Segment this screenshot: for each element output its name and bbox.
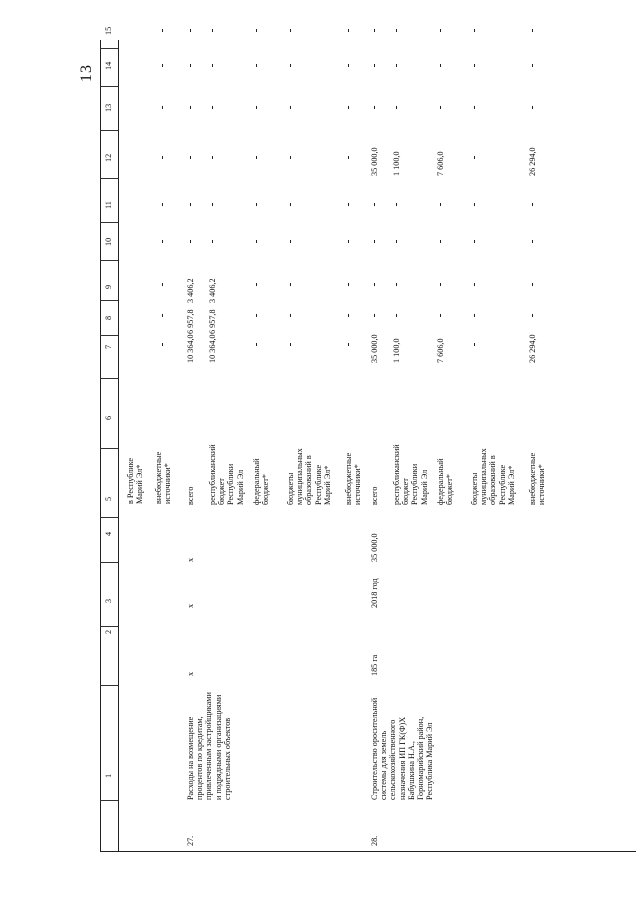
item-0-row-2-c12 [256,156,257,159]
item-1-row-3-c13 [474,106,475,109]
column-header-6: 6 [104,415,113,420]
item-1-row-3-c8 [474,314,475,317]
item-0-row-4-c10 [348,240,349,243]
item-1-row-2-c8 [440,314,441,317]
item-1-row-4-c7: 26 294,0 [528,334,537,363]
continued-cell-c9 [162,283,163,286]
continued-source: внебюджетные источники* [154,451,173,504]
column-divider [100,260,118,261]
item-1-row-0-c14 [374,64,375,67]
item-year-0: x [186,603,195,608]
item-1-row-3-c10 [474,240,475,243]
item-1-row-2-c12: 7 606,0 [436,151,445,176]
column-header-4: 4 [104,531,113,536]
item-1-row-2-c9 [440,283,441,286]
item-1-row-2-c7: 7 606,0 [436,338,445,363]
item-0-row-4-c9 [348,283,349,286]
item-year-1: 2018 год [370,578,379,608]
item-1-row-3-c14 [474,64,475,67]
table-header-rule-2 [118,40,119,852]
column-divider [100,86,118,87]
item-0-row-1-c14 [212,64,213,67]
item-0-row-1-c13 [212,106,213,109]
item-0-row-3-c8 [290,314,291,317]
table-header-rule [100,40,101,852]
item-number-0: 27. [186,835,195,846]
item-0-row-1-c8: 6 957,8 [208,308,217,334]
item-1-row-2-c14 [440,64,441,67]
item-0-row-4-c11 [348,203,349,206]
item-1-row-1-c14 [396,64,397,67]
column-divider [100,562,118,563]
item-1-row-1-c7: 1 100,0 [392,338,401,363]
column-divider [100,378,118,379]
item-1-source-1: республиканский бюджет Республики Марий Эл [392,444,429,505]
item-0-source-4: внебюджетные источники* [344,452,363,505]
continued-cell-c11 [162,203,163,206]
item-1-source-2: федеральный бюджет* [436,458,455,505]
item-1-row-1-c15 [396,29,397,32]
item-0-row-1-c12 [212,156,213,159]
column-header-13: 13 [104,103,113,112]
item-1-row-4-c15 [532,29,533,32]
item-0-row-0-c10 [190,240,191,243]
item-1-row-1-c11 [396,203,397,206]
item-1-row-3-c15 [474,29,475,32]
item-cost-1: 35 000,0 [370,533,379,562]
item-1-row-2-c15 [440,29,441,32]
item-0-row-4-c14 [348,64,349,67]
item-0-source-1: республиканский бюджет Республики Марий Эл [208,444,245,505]
column-divider [100,222,118,223]
item-1-row-1-c10 [396,240,397,243]
column-header-3: 3 [104,598,113,603]
item-0-row-4-c8 [348,314,349,317]
item-1-row-0-c12: 35 000,0 [370,147,379,176]
continued-cell-c12 [162,156,163,159]
item-0-row-0-c12 [190,156,191,159]
item-0-row-3-c13 [290,106,291,109]
item-cost-0: x [186,557,195,562]
item-1-row-4-c14 [532,64,533,67]
item-1-row-2-c13 [440,106,441,109]
item-0-row-0-c13 [190,106,191,109]
item-1-row-3-c11 [474,203,475,206]
item-0-row-1-c15 [212,29,213,32]
item-0-row-1-c10 [212,240,213,243]
column-header-15: 15 [104,26,113,35]
column-divider [100,800,118,801]
column-header-9: 9 [104,284,113,289]
item-1-row-3-c12 [474,156,475,159]
item-1-row-4-c11 [532,203,533,206]
column-divider [100,178,118,179]
item-1-row-0-c9 [374,283,375,286]
item-1-row-0-c15 [374,29,375,32]
item-1-row-4-c13 [532,106,533,109]
item-1-row-0-c8 [374,314,375,317]
item-0-row-1-c7: 10 364,0 [208,334,217,363]
column-header-7: 7 [104,344,113,349]
item-0-row-0-c15 [190,29,191,32]
item-name-0: Расходы на возмещение процентов по кредитам, привлеченным застройщиками и подрядными организациями строительных объектов [186,692,232,800]
item-0-row-0-c11 [190,203,191,206]
continued-cell-c8 [162,314,163,317]
continued-cell-c13 [162,106,163,109]
continued-cell-c15 [162,29,163,32]
item-0-source-2: федеральный бюджет* [252,458,271,505]
item-0-row-3-c7 [290,343,291,346]
item-0-row-2-c8 [256,314,257,317]
item-0-row-2-c10 [256,240,257,243]
column-divider [100,626,118,627]
item-0-row-4-c12 [348,156,349,159]
item-0-row-2-c13 [256,106,257,109]
continued-cell-c14 [162,64,163,67]
item-1-row-1-c8 [396,314,397,317]
item-1-row-1-c12: 1 100,0 [392,151,401,176]
item-0-row-0-c8: 6 957,8 [186,308,195,334]
item-0-row-2-c14 [256,64,257,67]
item-1-row-4-c9 [532,283,533,286]
item-0-row-4-c13 [348,106,349,109]
item-capacity-0: x [186,671,195,676]
column-header-1: 1 [104,773,113,778]
column-divider [100,448,118,449]
column-header-2: 2 [104,629,113,634]
item-1-row-2-c11 [440,203,441,206]
item-0-source-3: бюджеты муниципальных образований в Республике Марий Эл* [286,448,332,505]
column-divider [100,130,118,131]
item-1-row-3-c7 [474,343,475,346]
column-header-8: 8 [104,315,113,320]
continued-source-label: в Республике Марий Эл* [126,457,145,504]
item-0-row-3-c11 [290,203,291,206]
table-bottom-rule [100,851,636,852]
item-1-row-1-c13 [396,106,397,109]
column-header-12: 12 [104,153,113,162]
continued-cell-c10 [162,240,163,243]
item-capacity-1: 185 га [370,654,379,676]
item-0-row-3-c14 [290,64,291,67]
item-0-row-2-c11 [256,203,257,206]
item-0-row-3-c12 [290,156,291,159]
item-0-row-3-c10 [290,240,291,243]
item-1-source-0: всего [370,486,379,505]
item-0-row-0-c9: 3 406,2 [186,277,195,303]
item-1-row-0-c11 [374,203,375,206]
item-1-row-3-c9 [474,283,475,286]
item-1-row-0-c13 [374,106,375,109]
page-number: 13 [78,64,95,82]
item-1-row-4-c8 [532,314,533,317]
item-1-row-0-c10 [374,240,375,243]
item-1-row-0-c7: 35 000,0 [370,334,379,363]
continued-cell-c7 [162,343,163,346]
column-header-14: 14 [104,61,113,70]
item-1-row-4-c10 [532,240,533,243]
column-header-5: 5 [104,496,113,501]
item-0-row-2-c15 [256,29,257,32]
item-1-row-4-c12: 26 294,0 [528,147,537,176]
item-0-row-1-c9: 3 406,2 [208,277,217,303]
item-0-row-0-c14 [190,64,191,67]
item-0-row-4-c7 [348,343,349,346]
item-0-row-1-c11 [212,203,213,206]
item-0-row-0-c7: 10 364,0 [186,334,195,363]
column-header-11: 11 [104,201,113,209]
column-divider [100,517,118,518]
item-0-source-0: всего [186,486,195,505]
column-divider [100,685,118,686]
item-0-row-4-c15 [348,29,349,32]
item-number-1: 28. [370,835,379,846]
column-divider [100,48,118,49]
item-1-source-3: бюджеты муниципальных образований в Республике Марий Эл* [470,448,516,505]
item-0-row-3-c9 [290,283,291,286]
item-1-source-4: внебюджетные источники* [528,452,547,505]
item-0-row-2-c7 [256,343,257,346]
column-header-10: 10 [104,237,113,246]
item-1-row-2-c10 [440,240,441,243]
item-0-row-2-c9 [256,283,257,286]
column-divider [100,335,118,336]
column-divider [100,300,118,301]
item-0-row-3-c15 [290,29,291,32]
item-1-row-1-c9 [396,283,397,286]
item-name-1: Строительство оросительной системы для земель сельскохозяйственного назначения ИП ГК(Ф)Х Бабушкина Н.А., Горномарийский район, Республика Марий Эл [370,697,435,800]
